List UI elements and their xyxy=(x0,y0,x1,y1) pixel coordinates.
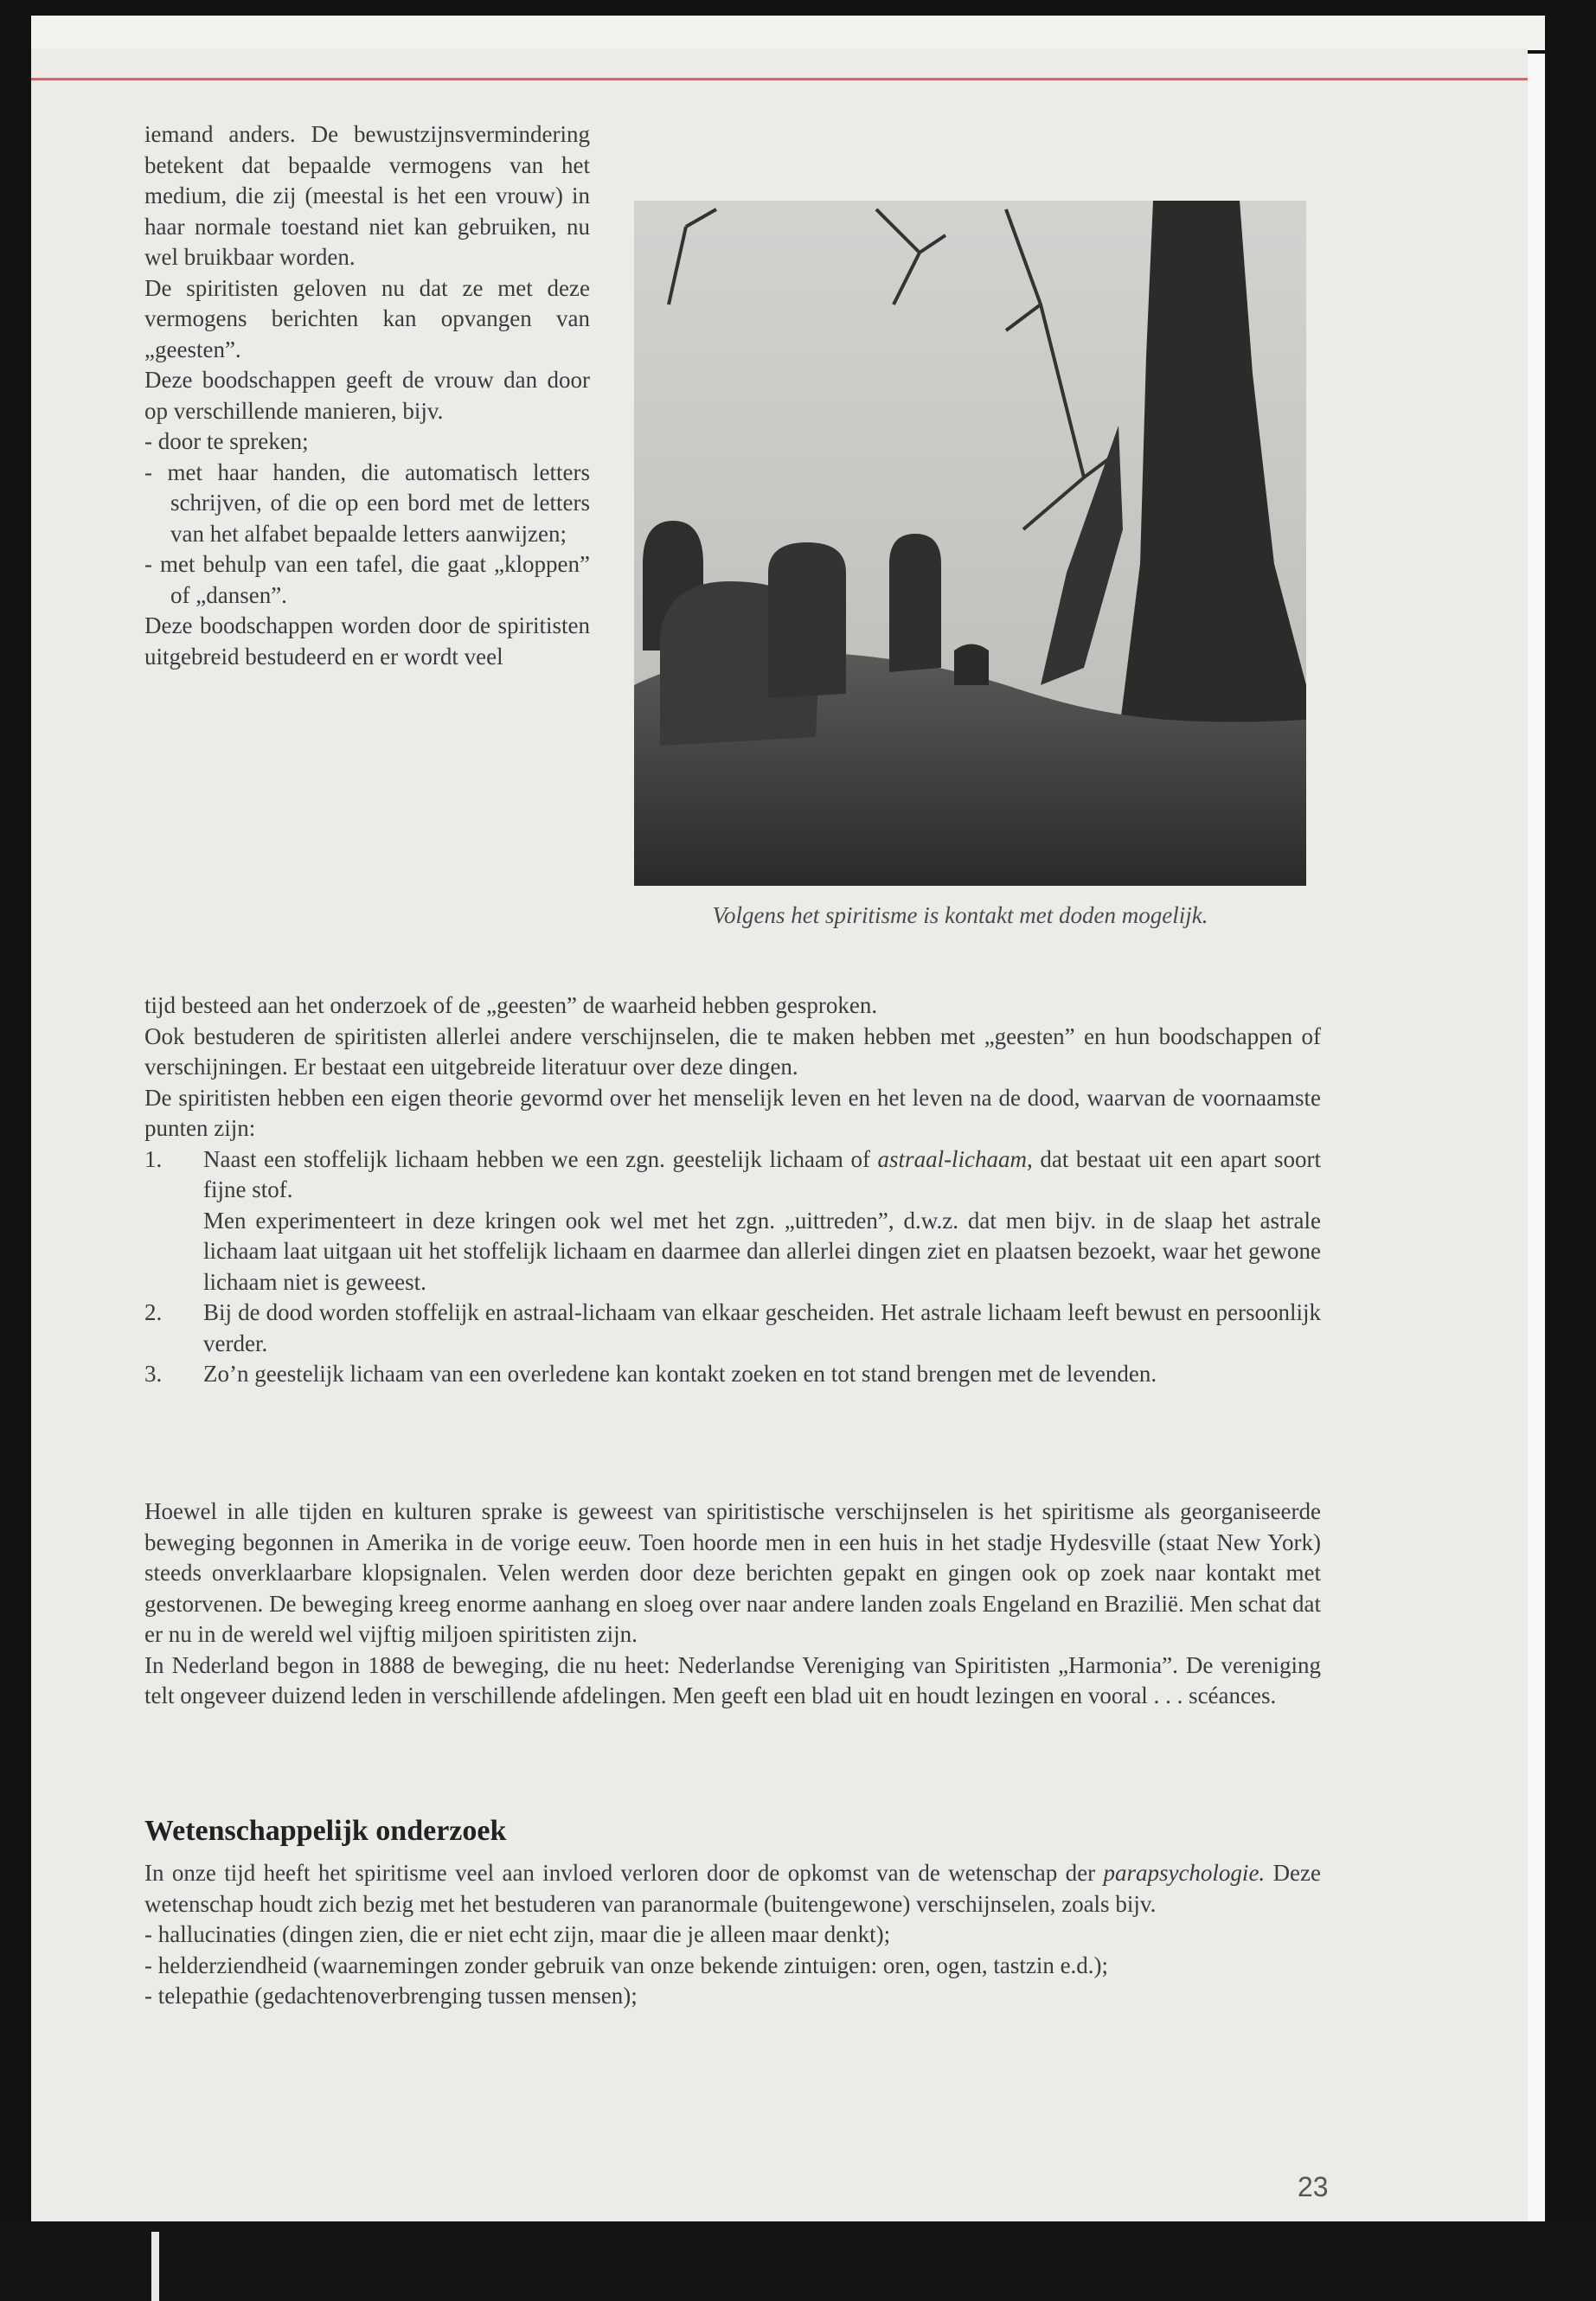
list-item: - met haar handen, die automatisch letters schrijven, of die op een bord met de letters van het alfabet bepaalde letters aanwijzen; xyxy=(144,458,590,547)
main-text xyxy=(144,990,1321,1390)
paragraph-believe: De spiritisten geloven nu dat ze met deze vermogens berichten kan opvangen van „geesten”. xyxy=(144,274,590,362)
paragraph: Ook bestuderen de spiritisten allerlei andere verschijnselen, die te maken hebben met „geesten” en hun boodschappen of verschijningen. Er bestaat een uitgebreide literatuur over deze dingen. xyxy=(144,1022,1321,1080)
gravestone xyxy=(768,542,846,698)
section-text xyxy=(144,1858,1321,2012)
numbered-point-2 xyxy=(144,1298,1321,1359)
point-number: 2. xyxy=(144,1299,163,1325)
numbered-point-1-extra: Men experimenteert in deze kringen ook wel met het zgn. „uittreden”, d.w.z. dat men bijv. in de slaap het astrale lichaam laat uitgaan uit het stoffelijk lichaam en daarmee dan allerlei dingen ziet en plaatsen bezoekt, waar het gewone lichaam niet is geweest. xyxy=(203,1207,1321,1295)
list-item: - door te spreken; xyxy=(144,428,309,454)
paragraph-history: Hoewel in alle tijden en kulturen sprake is geweest van spiritistische verschijnselen is het spiritisme als georganiseerde beweging begonnen in Amerika in de vorige eeuw. Toen hoorde men in een huis in het stadje Hydesville (staat New York) steeds onverklaarbare klopsignalen. Velen werden door deze berichten gepakt en gingen ook op zoek naar kontakt met gestorvenen. De beweging kreeg enorme aanhang en sloeg over naar andere landen zoals Engeland en Brazilië. Men schat dat er nu in de wereld wel vijftig miljoen spiritisten zijn. xyxy=(144,1498,1321,1647)
left-column-text xyxy=(144,119,590,672)
intro-text: In onze tijd heeft het spiritisme veel aan invloed verloren door de opkomst van de wetenschap der xyxy=(144,1860,1096,1886)
paragraph-intro: iemand anders. De bewustzijnsvermindering betekent dat bepaalde vermogens van het medium, die zij (meestal is het een vrouw) in haar normale toestand niet kan gebruiken, nu wel bruikbaar worden. xyxy=(144,121,590,270)
list-item: - met behulp van een tafel, die gaat „kloppen” of „dansen”. xyxy=(144,551,590,608)
numbered-point-1 xyxy=(144,1144,1321,1206)
cemetery-photo xyxy=(634,201,1306,886)
scan-edge xyxy=(31,16,1545,50)
paragraph-studied: Deze boodschappen worden door de spiritisten uitgebreid bestudeerd en er wordt veel xyxy=(144,612,590,670)
gravestone xyxy=(954,644,989,686)
paragraph-section-intro xyxy=(144,1858,1321,1920)
paragraph-netherlands: In Nederland begon in 1888 de beweging, die nu heet: Nederlandse Vereniging van Spiritisten „Harmonia”. De vereniging telt ongeveer duizend leden in verschillende afdelingen. Men geeft een blad uit en houdt lezingen en vooral . . . scéances. xyxy=(144,1651,1321,1708)
numbered-point-3 xyxy=(144,1359,1321,1390)
list-item: - helderziendheid (waarnemingen zonder gebruik van onze bekende zintuigen: oren, ogen, tastzin e.d.); xyxy=(144,1952,1109,1978)
list-item: - telepathie (gedachtenoverbrenging tussen mensen); xyxy=(144,1983,638,2009)
photo-caption: Volgens het spiritisme is kontakt met doden mogelijk. xyxy=(712,902,1208,928)
list-item: - hallucinaties (dingen zien, die er niet echt zijn, maar die je alleen maar denkt); xyxy=(144,1921,891,1947)
paragraph-theory: De spiritisten hebben een eigen theorie gevormd over het menselijk leven en het leven na de dood, waarvan de voornaamste punten zijn: xyxy=(144,1084,1321,1141)
page-edge xyxy=(1528,54,1545,2242)
point-number: 3. xyxy=(144,1361,163,1387)
scan-bottom-edge xyxy=(0,2221,1596,2301)
point-term: astraal-lichaam, xyxy=(877,1145,1033,1172)
intro-term: parapsychologie. xyxy=(1103,1860,1266,1886)
page-number: 23 xyxy=(1298,2171,1329,2202)
scan-mark xyxy=(151,2232,159,2301)
page-top-rule xyxy=(31,78,1528,80)
point-text: Bij de dood worden stoffelijk en astraal-lichaam van elkaar gescheiden. Het astrale lichaam leeft bewust en persoonlijk verder. xyxy=(203,1299,1321,1356)
paragraph: tijd besteed aan het onderzoek of de „geesten” de waarheid hebben gesproken. xyxy=(144,992,878,1018)
section-heading: Wetenschappelijk onderzoek xyxy=(144,1815,507,1847)
point-text: Naast een stoffelijk lichaam hebben we een zgn. geestelijk lichaam of xyxy=(203,1145,870,1172)
point-number: 1. xyxy=(144,1145,163,1172)
gravestone xyxy=(889,534,941,672)
point-text: Zo’n geestelijk lichaam van een overledene kan kontakt zoeken en tot stand brengen met de levenden. xyxy=(203,1361,1157,1387)
paragraph-messages: Deze boodschappen geeft de vrouw dan door op verschillende manieren, bijv. xyxy=(144,367,590,424)
history-text xyxy=(144,1497,1321,1712)
intro-text: Deze wetenschap houdt zich bezig met het bestuderen van paranormale (buitengewone) verschijnselen, zoals bijv. xyxy=(144,1860,1322,1917)
point-text: dat bestaat uit een apart soort fijne stof. xyxy=(203,1145,1321,1202)
